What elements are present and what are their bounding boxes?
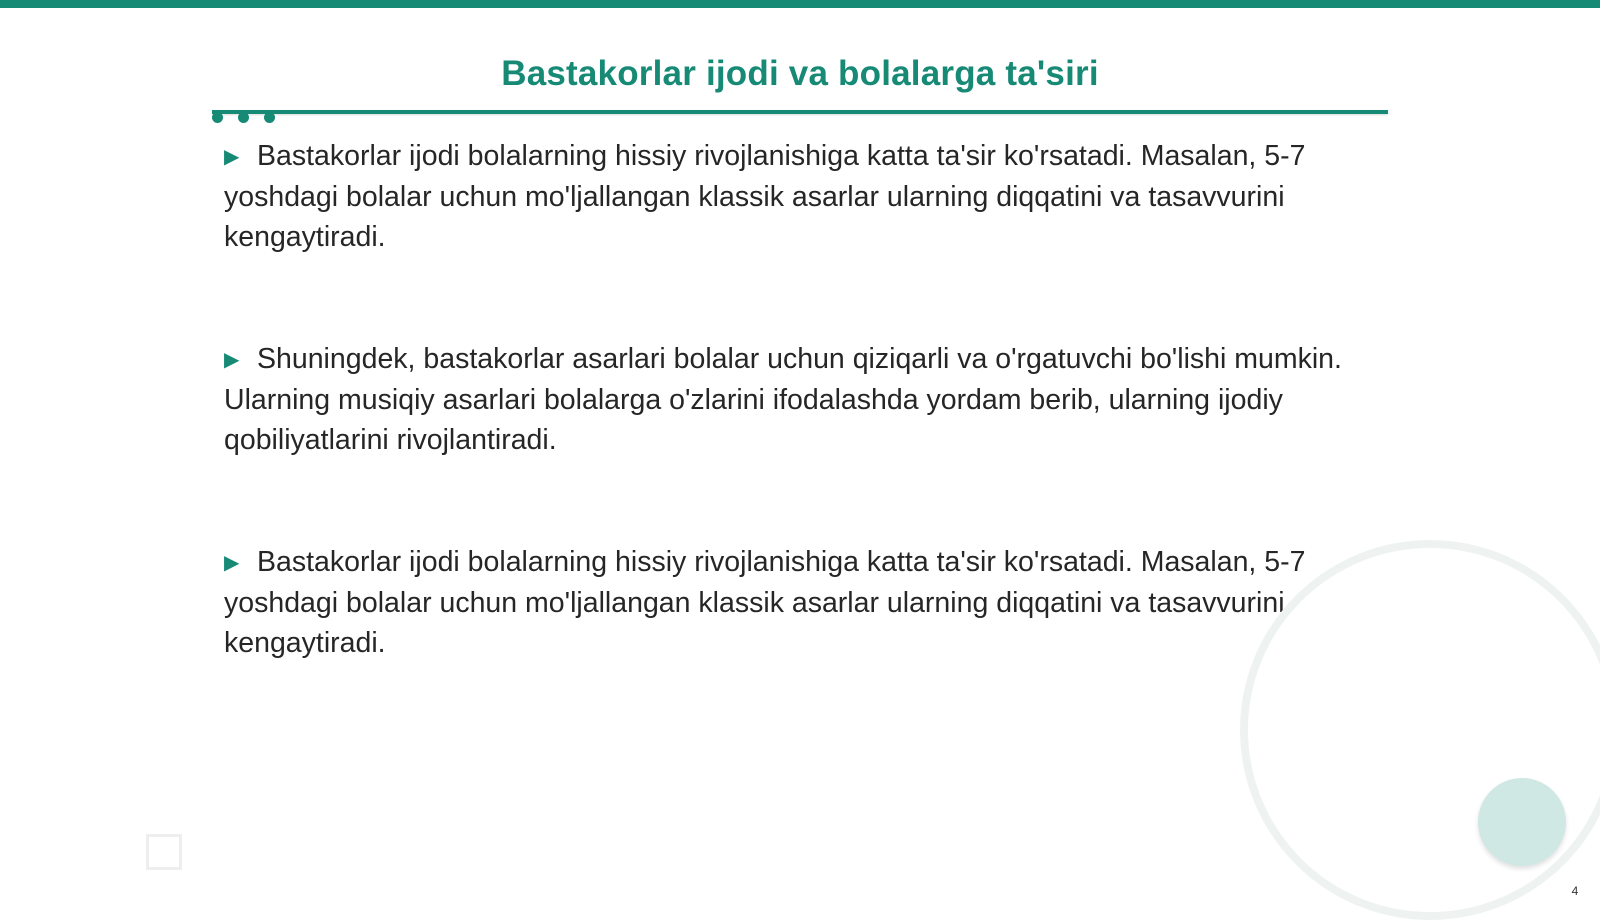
decorative-square [146, 834, 182, 870]
bullet-list [224, 136, 1374, 745]
bullet-item [224, 339, 1374, 460]
bullet-text: Bastakorlar ijodi bolalarning hissiy rivojlanishiga katta ta'sir ko'rsatadi. Masalan, 5-7 yoshdagi bolalar uchun mo'ljallangan klassik asarlar ularning diqqatini va tasavvurini kengaytiradi. [224, 546, 1306, 659]
title-underline [212, 110, 1388, 114]
top-accent-bar [0, 0, 1600, 8]
bullet-item [224, 542, 1374, 663]
bullet-text: Bastakorlar ijodi bolalarning hissiy rivojlanishiga katta ta'sir ko'rsatadi. Masalan, 5-7 yoshdagi bolalar uchun mo'ljallangan klassik asarlar ularning diqqatini va tasavvurini kengaytiradi. [224, 140, 1306, 253]
decorative-ring [1240, 540, 1600, 920]
bullet-arrow-icon: ▶ [224, 552, 240, 574]
bullet-arrow-icon: ▶ [224, 146, 240, 168]
decorative-circle [1478, 778, 1566, 866]
page-number: 4 [1571, 884, 1579, 898]
decorative-dot [212, 112, 223, 123]
bullet-item [224, 136, 1374, 257]
decorative-dot [238, 112, 249, 123]
decorative-dot [264, 112, 275, 123]
bullet-arrow-icon: ▶ [224, 349, 240, 371]
bullet-text: Shuningdek, bastakorlar asarlari bolalar uchun qiziqarli va o'rgatuvchi bo'lishi mumkin. Ularning musiqiy asarlari bolalarga o'zlarini ifodalashda yordam berib, ularning ijodiy qobiliyatlarini rivojlantiradi. [224, 343, 1342, 456]
slide-title: Bastakorlar ijodi va bolalarga ta'siri [501, 54, 1099, 93]
